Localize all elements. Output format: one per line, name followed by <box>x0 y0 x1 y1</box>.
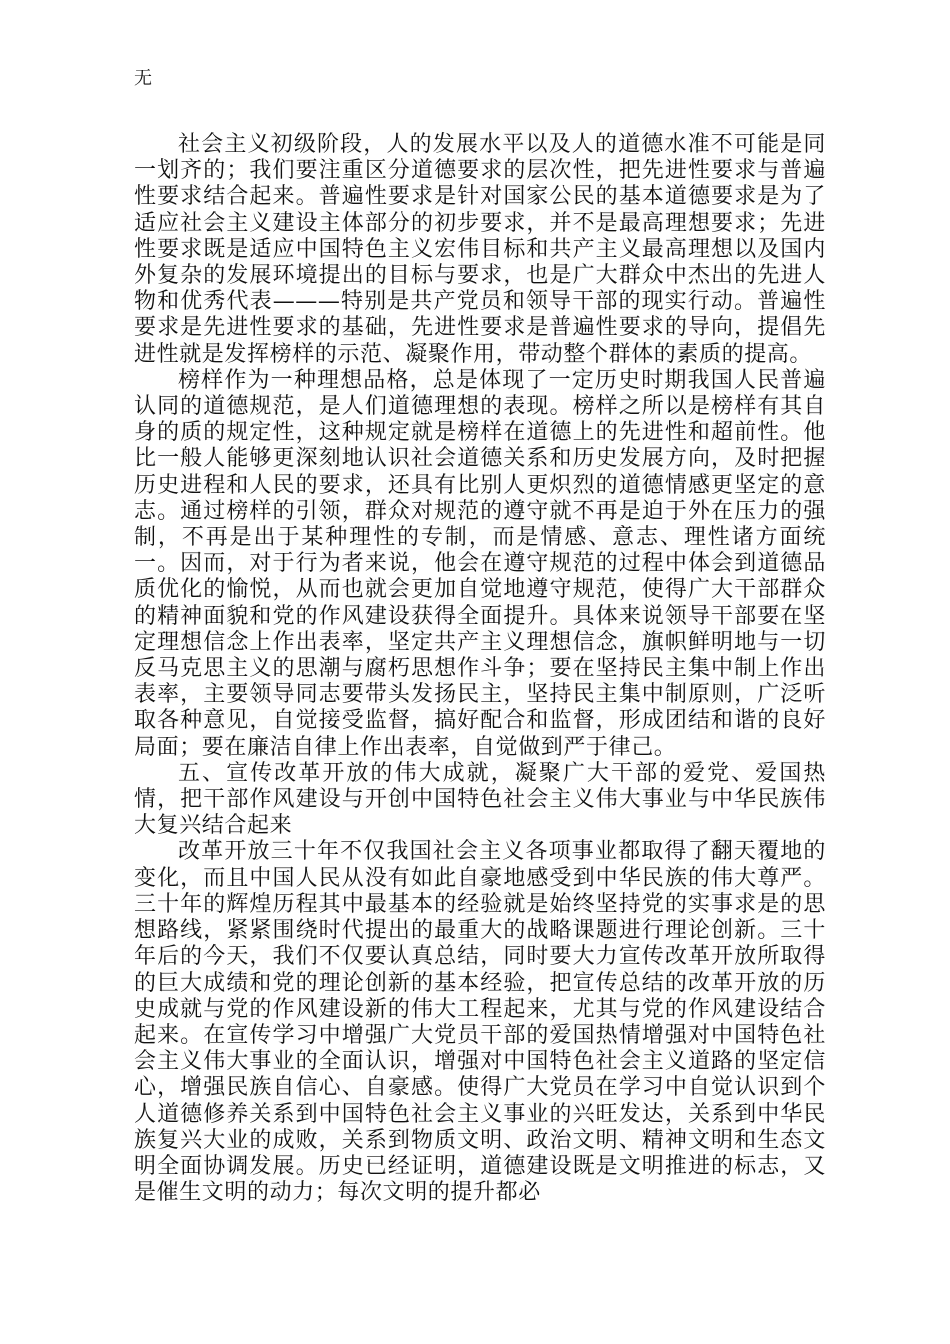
section-heading-5: 五、宣传改革开放的伟大成就，凝聚广大干部的爱党、爱国热情，把干部作风建设与开创中国特色社会主义伟大事业与中华民族伟大复兴结合起来 <box>134 760 826 839</box>
paragraph-1: 社会主义初级阶段，人的发展水平以及人的道德水准不可能是同一划齐的；我们要注重区分道德要求的层次性，把先进性要求与普遍性要求结合起来。普遍性要求是针对国家公民的基本道德要求是为了适应社会主义建设主体部分的初步要求，并不是最高理想要求；先进性要求既是适应中国特色主义宏伟目标和共产主义最高理想以及国内外复杂的发展环境提出的目标与要求，也是广大群众中杰出的先进人物和优秀代表———特别是共产党员和领导干部的现实行动。普遍性要求是先进性要求的基础，先进性要求是普遍性要求的导向，提倡先进性就是发挥榜样的示范、凝聚作用，带动整个群体的素质的提高。 <box>134 132 826 367</box>
document-body <box>134 132 826 1206</box>
paragraph-3: 改革开放三十年不仅我国社会主义各项事业都取得了翻天覆地的变化，而且中国人民从没有如此自豪地感受到中华民族的伟大尊严。三十年的辉煌历程其中最基本的经验就是始终坚持党的实事求是的思想路线，紧紧围绕时代提出的最重大的战略课题进行理论创新。三十年后的今天，我们不仅要认真总结，同时要大力宣传改革开放所取得的巨大成绩和党的理论创新的基本经验，把宣传总结的改革开放的历史成就与党的作风建设新的伟大工程起来，尤其与党的作风建设结合起来。在宣传学习中增强广大党员干部的爱国热情增强对中国特色社会主义伟大事业的全面认识，增强对中国特色社会主义道路的坚定信心，增强民族自信心、自豪感。使得广大党员在学习中自觉认识到个人道德修养关系到中国特色社会主义事业的兴旺发达，关系到中华民族复兴大业的成败，关系到物质文明、政治文明、精神文明和生态文明全面协调发展。历史已经证明，道德建设既是文明推进的标志，又是催生文明的动力；每次文明的提升都必 <box>134 839 826 1206</box>
paragraph-2: 榜样作为一种理想品格，总是体现了一定历史时期我国人民普遍认同的道德规范，是人们道德理想的表现。榜样之所以是榜样有其自身的质的规定性，这种规定就是榜样在道德上的先进性和超前性。他比一般人能够更深刻地认识社会道德关系和历史发展方向，及时把握历史进程和人民的要求，还具有比别人更炽烈的道德情感更坚定的意志。通过榜样的引领，群众对规范的遵守就不再是迫于外在压力的强制，不再是出于某种理性的专制，而是情感、意志、理性诸方面统一。因而，对于行为者来说，他会在遵守规范的过程中体会到道德品质优化的愉悦，从而也就会更加自觉地遵守规范，使得广大干部群众的精神面貌和党的作风建设获得全面提升。具体来说领导干部要在坚定理想信念上作出表率，坚定共产主义理想信念，旗帜鲜明地与一切反马克思主义的思潮与腐朽思想作斗争；要在坚持民主集中制上作出表率，主要领导同志要带头发扬民主，坚持民主集中制原则，广泛听取各种意见，自觉接受监督，搞好配合和监督，形成团结和谐的良好局面；要在廉洁自律上作出表率，自觉做到严于律己。 <box>134 367 826 760</box>
page-header-mark: 无 <box>134 68 152 89</box>
